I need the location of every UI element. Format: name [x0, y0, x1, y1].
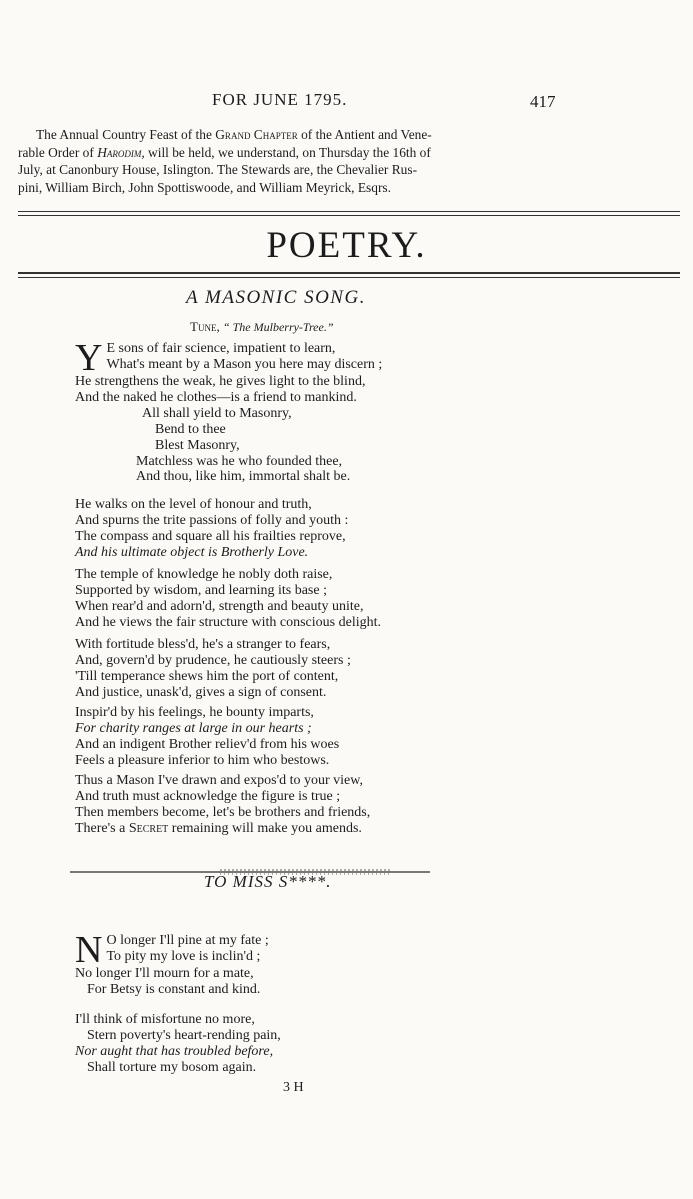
verse-line: And justice, unask'd, gives a sign of consent. [75, 684, 327, 700]
verse-text: remaining will make you amends. [168, 820, 362, 836]
verse-line: Matchless was he who founded thee, [136, 453, 343, 469]
stanza [75, 705, 339, 769]
verse-line: Bend to thee [155, 421, 226, 437]
notice-line [18, 126, 678, 144]
running-head: FOR JUNE 1795. [212, 90, 348, 109]
stanza [75, 637, 351, 701]
verse-line: What's meant by a Mason you here may discern ; [106, 356, 383, 372]
notice-text: The Annual Country Feast of the [36, 127, 216, 142]
verse-line: And thou, like him, immortal shalt be. [136, 469, 351, 485]
verse-line: Supported by wisdom, and learning its base ; [75, 582, 327, 598]
poem-title: TO MISS S****. [204, 872, 332, 891]
verse-line: Blest Masonry, [155, 437, 240, 453]
verse-line: Nor aught that has troubled before, [75, 1043, 274, 1059]
notice-line: pini, William Birch, John Spottiswoode, and William Meyrick, Esqrs. [18, 179, 391, 195]
verse-line: And spurns the trite passions of folly and youth : [75, 512, 349, 528]
verse-line: All shall yield to Masonry, [142, 405, 292, 421]
stanza [75, 773, 370, 837]
drop-cap: Y [75, 337, 103, 379]
stanza [75, 929, 269, 998]
verse-line: And the naked he clothes—is a friend to mankind. [75, 389, 357, 405]
page-number: 417 [530, 92, 556, 111]
divider-rule [18, 211, 680, 212]
notice-line: July, at Canonbury House, Islington. The Stewards are, the Chevalier Rus- [18, 162, 418, 177]
tune-label: Tune, [190, 319, 220, 334]
verse-line: And truth must acknowledge the figure is true ; [75, 788, 341, 804]
notice-smallcaps: Grand Chapter [215, 127, 298, 142]
notice-text: of the Antient and Vene- [297, 127, 432, 142]
notice-text: rable Order of [18, 144, 98, 160]
notice-smallcaps: Harodim, [97, 144, 145, 160]
verse-line: And an indigent Brother reliev'd from his woes [75, 736, 340, 752]
divider-rule [18, 272, 680, 274]
verse-text: There's a [75, 820, 129, 836]
notice-text: will be held, we understand, on Thursday the 16th of [144, 144, 431, 160]
verse-line: With fortitude bless'd, he's a stranger to fears, [75, 637, 331, 652]
tune-name: “ The Mulberry-Tree.” [222, 320, 334, 334]
verse-line: And his ultimate object is Brotherly Love. [75, 544, 309, 560]
section-title: POETRY. [266, 225, 427, 266]
stanza [75, 337, 383, 485]
verse-line: He walks on the level of honour and truth, [75, 497, 312, 512]
notice-paragraph [18, 126, 678, 196]
verse-line: The temple of knowledge he nobly doth raise, [75, 567, 333, 582]
tune-line [190, 319, 334, 335]
verse-line: For charity ranges at large in our hearts ; [75, 720, 312, 736]
divider-rule [18, 277, 680, 278]
verse-line: I'll think of misfortune no more, [75, 1012, 255, 1027]
verse-line: No longer I'll mourn for a mate, [75, 966, 254, 981]
verse-line: For Betsy is constant and kind. [87, 981, 261, 997]
verse-line: Shall torture my bosom again. [87, 1059, 257, 1075]
verse-line: Stern poverty's heart-rending pain, [87, 1027, 281, 1043]
stanza [75, 567, 381, 631]
drop-cap: N [75, 929, 103, 971]
divider-rule [18, 215, 680, 216]
notice-line [18, 144, 678, 162]
verse-line: The compass and square all his frailties reprove, [75, 528, 346, 544]
stanza [75, 1012, 281, 1076]
verse-line: Feels a pleasure inferior to him who bestows. [75, 752, 330, 768]
verse-smallcaps: Secret [128, 820, 169, 836]
signature-mark: 3 H [283, 1080, 304, 1095]
verse-line: Thus a Mason I've drawn and expos'd to your view, [75, 773, 363, 788]
verse-line: 'Till temperance shews him the port of content, [75, 668, 339, 684]
verse-line [75, 821, 370, 837]
verse-line: He strengthens the weak, he gives light to the blind, [75, 374, 366, 389]
stanza [75, 497, 348, 561]
verse-line: And he views the fair structure with conscious delight. [75, 614, 381, 630]
verse-line: Then members become, let's be brothers and friends, [75, 804, 371, 820]
verse-line: E sons of fair science, impatient to learn, [106, 341, 336, 356]
verse-line: When rear'd and adorn'd, strength and beauty unite, [75, 598, 364, 614]
verse-line: O longer I'll pine at my fate ; [106, 933, 269, 948]
song-title: A MASONIC SONG. [186, 287, 366, 308]
verse-line: Inspir'd by his feelings, he bounty imparts, [75, 705, 314, 720]
verse-line: To pity my love is inclin'd ; [106, 948, 261, 964]
verse-line: And, govern'd by prudence, he cautiously steers ; [75, 652, 351, 668]
